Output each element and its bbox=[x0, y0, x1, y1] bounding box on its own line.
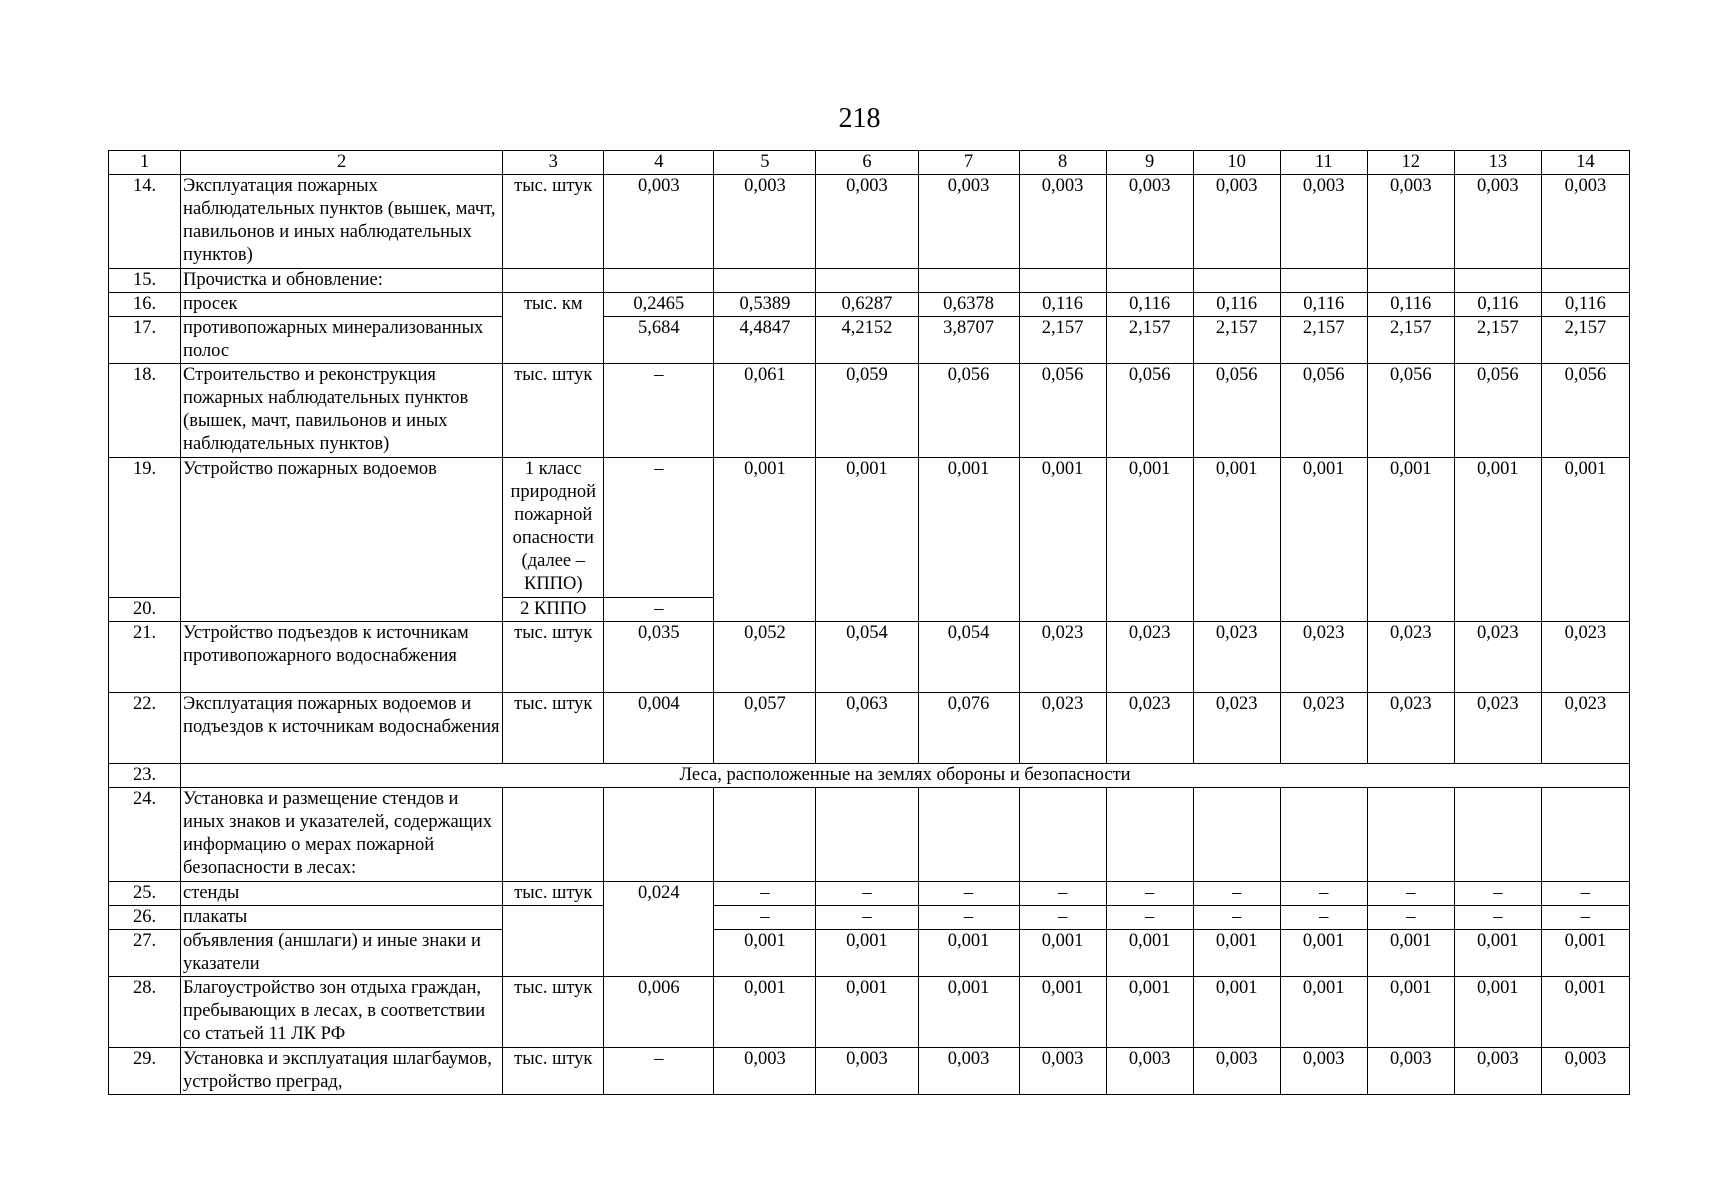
row-unit: тыс. штук bbox=[503, 1048, 604, 1095]
value-cell: 0,006 bbox=[604, 977, 714, 1048]
table-row bbox=[109, 882, 1630, 906]
value-cell: – bbox=[1280, 882, 1367, 906]
empty-cell bbox=[1019, 269, 1106, 293]
value-cell: 0,003 bbox=[1019, 1048, 1106, 1095]
row-number: 20. bbox=[109, 598, 181, 622]
value-cell: – bbox=[1019, 906, 1106, 930]
table-row bbox=[109, 269, 1630, 293]
data-table bbox=[108, 150, 1630, 1095]
value-cell: 0,001 bbox=[1193, 458, 1280, 622]
value-cell: 0,001 bbox=[1193, 930, 1280, 977]
value-cell: 0,023 bbox=[1019, 693, 1106, 764]
value-cell: – bbox=[1193, 882, 1280, 906]
value-cell: 0,001 bbox=[1367, 977, 1454, 1048]
row-name: Строительство и реконструкция пожарных наблюдательных пунктов (вышек, мачт, павильонов и иных наблюдательных пунктов) bbox=[181, 364, 503, 458]
value-cell: 0,003 bbox=[1454, 175, 1541, 269]
row-number: 29. bbox=[109, 1048, 181, 1095]
value-cell: 0,001 bbox=[1367, 930, 1454, 977]
value-cell: 0,116 bbox=[1280, 293, 1367, 317]
value-cell: 2,157 bbox=[1106, 317, 1193, 364]
value-cell: 0,001 bbox=[1280, 930, 1367, 977]
value-cell: 0,003 bbox=[1019, 175, 1106, 269]
empty-cell bbox=[1367, 788, 1454, 882]
value-cell: 0,003 bbox=[714, 175, 816, 269]
value-cell: 0,059 bbox=[816, 364, 918, 458]
value-cell: 0,001 bbox=[1454, 458, 1541, 622]
row-name: объявления (аншлаги) и иные знаки и указатели bbox=[181, 930, 503, 977]
empty-cell bbox=[503, 269, 604, 293]
value-cell: 0,056 bbox=[1106, 364, 1193, 458]
value-cell: 0,001 bbox=[1019, 930, 1106, 977]
value-cell: 0,001 bbox=[1280, 458, 1367, 622]
row-number: 17. bbox=[109, 317, 181, 364]
value-cell: 0,056 bbox=[1367, 364, 1454, 458]
value-cell: 0,003 bbox=[1280, 175, 1367, 269]
value-cell: 0,001 bbox=[1193, 977, 1280, 1048]
value-cell: 0,023 bbox=[1193, 693, 1280, 764]
value-cell: 0,056 bbox=[1193, 364, 1280, 458]
value-cell: 0,023 bbox=[1106, 622, 1193, 693]
value-cell: 0,001 bbox=[1454, 930, 1541, 977]
value-cell: 0,003 bbox=[1367, 175, 1454, 269]
empty-cell bbox=[918, 269, 1019, 293]
empty-cell bbox=[1454, 269, 1541, 293]
value-cell: 0,001 bbox=[816, 977, 918, 1048]
value-cell: 0,116 bbox=[1106, 293, 1193, 317]
value-cell: 0,116 bbox=[1019, 293, 1106, 317]
row-unit: тыс. штук bbox=[503, 622, 604, 693]
value-cell: 0,004 bbox=[604, 693, 714, 764]
empty-cell bbox=[1454, 788, 1541, 882]
row-name: Прочистка и обновление: bbox=[181, 269, 503, 293]
value-cell: 2,157 bbox=[1454, 317, 1541, 364]
value-cell: 0,023 bbox=[1541, 693, 1629, 764]
row-number: 24. bbox=[109, 788, 181, 882]
value-cell: 0,023 bbox=[1454, 693, 1541, 764]
value-cell: 0,001 bbox=[918, 977, 1019, 1048]
value-cell: 0,001 bbox=[1106, 458, 1193, 622]
row-number: 18. bbox=[109, 364, 181, 458]
value-cell: 0,116 bbox=[1454, 293, 1541, 317]
value-cell: – bbox=[1193, 906, 1280, 930]
value-cell: 0,003 bbox=[714, 1048, 816, 1095]
empty-cell bbox=[604, 269, 714, 293]
value-cell: – bbox=[604, 364, 714, 458]
value-cell: – bbox=[714, 906, 816, 930]
value-cell: 0,023 bbox=[1454, 622, 1541, 693]
row-name: Устройство пожарных водоемов bbox=[181, 458, 503, 622]
value-cell: 0,003 bbox=[1106, 1048, 1193, 1095]
value-cell: 0,116 bbox=[1367, 293, 1454, 317]
value-cell: – bbox=[604, 458, 714, 598]
value-cell: 0,054 bbox=[918, 622, 1019, 693]
value-cell: – bbox=[918, 882, 1019, 906]
value-cell: 0,116 bbox=[1541, 293, 1629, 317]
value-cell: 0,6287 bbox=[816, 293, 918, 317]
empty-cell bbox=[503, 906, 604, 977]
table-row bbox=[109, 930, 1630, 977]
empty-cell bbox=[604, 788, 714, 882]
value-cell: 0,023 bbox=[1367, 622, 1454, 693]
empty-cell bbox=[714, 269, 816, 293]
header-row bbox=[109, 151, 1630, 175]
empty-cell bbox=[1541, 788, 1629, 882]
row-number: 21. bbox=[109, 622, 181, 693]
empty-cell bbox=[816, 269, 918, 293]
row-number: 25. bbox=[109, 882, 181, 906]
value-cell: 0,003 bbox=[1193, 175, 1280, 269]
value-cell: 0,116 bbox=[1193, 293, 1280, 317]
empty-cell bbox=[1367, 269, 1454, 293]
value-cell: 0,023 bbox=[1106, 693, 1193, 764]
value-cell: – bbox=[1367, 882, 1454, 906]
row-unit: тыс. штук bbox=[503, 364, 604, 458]
table-row bbox=[109, 317, 1630, 364]
value-cell: – bbox=[1280, 906, 1367, 930]
value-cell: 0,054 bbox=[816, 622, 918, 693]
row-number: 23. bbox=[109, 764, 181, 788]
value-cell: 2,157 bbox=[1367, 317, 1454, 364]
value-cell: 0,001 bbox=[1541, 930, 1629, 977]
value-cell: 5,684 bbox=[604, 317, 714, 364]
column-header: 5 bbox=[714, 151, 816, 175]
value-cell: 0,003 bbox=[1367, 1048, 1454, 1095]
value-cell: – bbox=[1367, 906, 1454, 930]
value-cell: 0,063 bbox=[816, 693, 918, 764]
row-number: 22. bbox=[109, 693, 181, 764]
value-cell: 0,023 bbox=[1367, 693, 1454, 764]
row-name: Установка и эксплуатация шлагбаумов, устройство преград, bbox=[181, 1048, 503, 1095]
row-name: просек bbox=[181, 293, 503, 317]
value-cell: 0,001 bbox=[918, 458, 1019, 622]
row-name: стенды bbox=[181, 882, 503, 906]
empty-cell bbox=[714, 788, 816, 882]
value-cell: 3,8707 bbox=[918, 317, 1019, 364]
value-cell: 0,001 bbox=[1106, 977, 1193, 1048]
column-header: 14 bbox=[1541, 151, 1629, 175]
value-cell: – bbox=[816, 882, 918, 906]
empty-cell bbox=[1106, 788, 1193, 882]
value-cell: 0,056 bbox=[1454, 364, 1541, 458]
value-cell: – bbox=[1541, 882, 1629, 906]
column-header: 10 bbox=[1193, 151, 1280, 175]
value-cell: 0,003 bbox=[1193, 1048, 1280, 1095]
value-cell: – bbox=[1541, 906, 1629, 930]
row-name: Благоустройство зон отдыха граждан, пребывающих в лесах, в соответствии со статьей 11 ЛК РФ bbox=[181, 977, 503, 1048]
row-number: 14. bbox=[109, 175, 181, 269]
column-header: 12 bbox=[1367, 151, 1454, 175]
value-cell: 0,023 bbox=[1019, 622, 1106, 693]
value-cell: 0,003 bbox=[604, 175, 714, 269]
value-cell: – bbox=[1106, 882, 1193, 906]
column-header: 9 bbox=[1106, 151, 1193, 175]
empty-cell bbox=[1193, 788, 1280, 882]
value-cell: 0,056 bbox=[1280, 364, 1367, 458]
value-cell: 4,4847 bbox=[714, 317, 816, 364]
empty-cell bbox=[1541, 269, 1629, 293]
column-header: 2 bbox=[181, 151, 503, 175]
value-cell: 2,157 bbox=[1019, 317, 1106, 364]
value-cell: 0,023 bbox=[1193, 622, 1280, 693]
value-cell: 0,001 bbox=[714, 930, 816, 977]
row-name: Устройство подъездов к источникам противопожарного водоснабжения bbox=[181, 622, 503, 693]
value-cell: 0,056 bbox=[1019, 364, 1106, 458]
value-cell: 4,2152 bbox=[816, 317, 918, 364]
row-number: 26. bbox=[109, 906, 181, 930]
empty-cell bbox=[918, 788, 1019, 882]
table-row bbox=[109, 977, 1630, 1048]
table-row bbox=[109, 693, 1630, 764]
value-cell: 0,035 bbox=[604, 622, 714, 693]
value-cell: 0,6378 bbox=[918, 293, 1019, 317]
value-cell: 0,001 bbox=[1106, 930, 1193, 977]
value-cell: 0,001 bbox=[1280, 977, 1367, 1048]
row-number: 27. bbox=[109, 930, 181, 977]
value-cell: 0,003 bbox=[1541, 175, 1629, 269]
empty-cell bbox=[1019, 788, 1106, 882]
table-row bbox=[109, 293, 1630, 317]
value-cell: 0,001 bbox=[1541, 977, 1629, 1048]
empty-cell bbox=[1280, 788, 1367, 882]
value-cell: 0,001 bbox=[918, 930, 1019, 977]
value-cell: – bbox=[604, 1048, 714, 1095]
row-unit: тыс. штук bbox=[503, 175, 604, 269]
value-cell: 0,023 bbox=[1541, 622, 1629, 693]
row-name: плакаты bbox=[181, 906, 503, 930]
value-cell: 0,003 bbox=[1106, 175, 1193, 269]
value-cell: – bbox=[714, 882, 816, 906]
value-cell: 0,057 bbox=[714, 693, 816, 764]
empty-cell bbox=[1106, 269, 1193, 293]
value-cell: – bbox=[1454, 906, 1541, 930]
value-cell: 0,003 bbox=[1454, 1048, 1541, 1095]
column-header: 8 bbox=[1019, 151, 1106, 175]
value-cell: – bbox=[1019, 882, 1106, 906]
value-cell: 0,056 bbox=[1541, 364, 1629, 458]
column-header: 1 bbox=[109, 151, 181, 175]
value-cell: 0,001 bbox=[1019, 977, 1106, 1048]
value-cell: 0,023 bbox=[1280, 622, 1367, 693]
empty-cell bbox=[816, 788, 918, 882]
column-header: 11 bbox=[1280, 151, 1367, 175]
value-cell: 0,001 bbox=[714, 977, 816, 1048]
value-cell: 0,001 bbox=[816, 458, 918, 622]
empty-cell bbox=[1193, 269, 1280, 293]
section-heading: Леса, расположенные на землях обороны и безопасности bbox=[181, 764, 1630, 788]
column-header: 6 bbox=[816, 151, 918, 175]
value-cell: 0,001 bbox=[1367, 458, 1454, 622]
value-cell: – bbox=[816, 906, 918, 930]
value-cell: 0,023 bbox=[1280, 693, 1367, 764]
value-cell: 0,061 bbox=[714, 364, 816, 458]
table-row bbox=[109, 906, 1630, 930]
table-row bbox=[109, 622, 1630, 693]
value-cell: 0,001 bbox=[1454, 977, 1541, 1048]
value-cell: – bbox=[918, 906, 1019, 930]
empty-cell bbox=[503, 788, 604, 882]
value-cell: – bbox=[604, 598, 714, 622]
row-name: Эксплуатация пожарных водоемов и подъездов к источникам водоснабжения bbox=[181, 693, 503, 764]
value-cell: 0,001 bbox=[1541, 458, 1629, 622]
value-cell: 0,056 bbox=[918, 364, 1019, 458]
column-header: 7 bbox=[918, 151, 1019, 175]
section-row bbox=[109, 764, 1630, 788]
value-cell: 0,003 bbox=[816, 1048, 918, 1095]
value-cell: 0,003 bbox=[918, 175, 1019, 269]
value-cell: 0,2465 bbox=[604, 293, 714, 317]
value-cell: 0,003 bbox=[1541, 1048, 1629, 1095]
row-unit: тыс. км bbox=[503, 293, 604, 364]
value-cell: 2,157 bbox=[1541, 317, 1629, 364]
table-row bbox=[109, 175, 1630, 269]
value-cell: 0,003 bbox=[816, 175, 918, 269]
column-header: 3 bbox=[503, 151, 604, 175]
value-cell: 2,157 bbox=[1193, 317, 1280, 364]
row-unit: тыс. штук bbox=[503, 882, 604, 906]
row-name: Установка и размещение стендов и иных знаков и указателей, содержащих информацию о мерах пожарной безопасности в лесах: bbox=[181, 788, 503, 882]
row-unit: тыс. штук bbox=[503, 977, 604, 1048]
row-unit: 2 КППО bbox=[503, 598, 604, 622]
column-header: 13 bbox=[1454, 151, 1541, 175]
value-cell: 0,003 bbox=[1280, 1048, 1367, 1095]
row-unit: 1 класс природной пожарной опасности (далее – КППО) bbox=[503, 458, 604, 598]
row-name: Эксплуатация пожарных наблюдательных пунктов (вышек, мачт, павильонов и иных наблюдательных пунктов) bbox=[181, 175, 503, 269]
row-name: противопожарных минерализованных полос bbox=[181, 317, 503, 364]
table-row bbox=[109, 788, 1630, 882]
page-number: 218 bbox=[838, 103, 881, 134]
value-cell: 0,5389 bbox=[714, 293, 816, 317]
column-header: 4 bbox=[604, 151, 714, 175]
value-cell: 0,024 bbox=[604, 882, 714, 977]
value-cell: 0,001 bbox=[816, 930, 918, 977]
value-cell: 0,003 bbox=[918, 1048, 1019, 1095]
value-cell: 0,052 bbox=[714, 622, 816, 693]
value-cell: 0,076 bbox=[918, 693, 1019, 764]
row-number: 16. bbox=[109, 293, 181, 317]
value-cell: – bbox=[1454, 882, 1541, 906]
row-number: 19. bbox=[109, 458, 181, 598]
empty-cell bbox=[1280, 269, 1367, 293]
value-cell: 2,157 bbox=[1280, 317, 1367, 364]
value-cell: 0,001 bbox=[714, 458, 816, 622]
value-cell: – bbox=[1106, 906, 1193, 930]
row-number: 15. bbox=[109, 269, 181, 293]
value-cell: 0,001 bbox=[1019, 458, 1106, 622]
row-number: 28. bbox=[109, 977, 181, 1048]
row-unit: тыс. штук bbox=[503, 693, 604, 764]
table-row bbox=[109, 458, 1630, 598]
table-row bbox=[109, 1048, 1630, 1095]
table-row bbox=[109, 364, 1630, 458]
